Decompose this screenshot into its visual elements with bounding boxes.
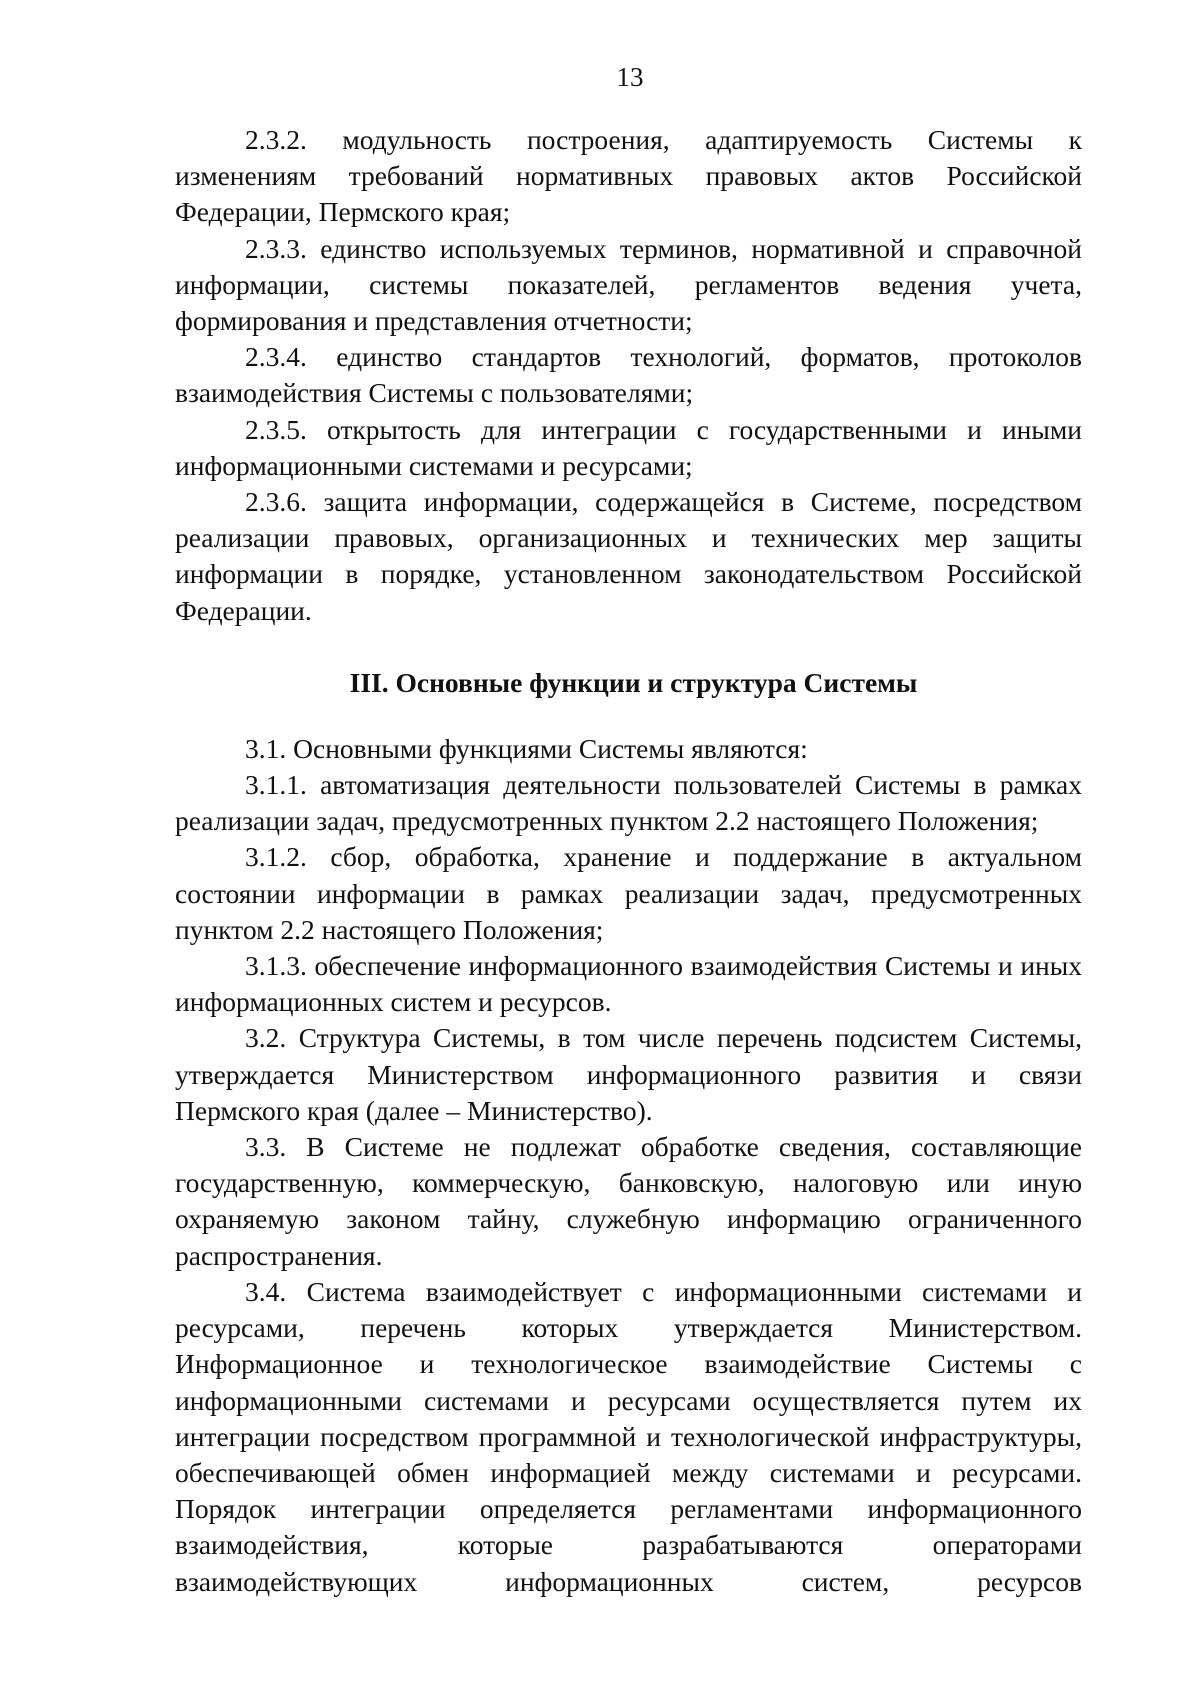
paragraph-2-3-4: 2.3.4. единство стандартов технологий, форматов, протоколов взаимодействия Системы с пользователями;	[175, 341, 1082, 409]
page-number: 13	[616, 62, 644, 92]
paragraph-3-4: 3.4. Система взаимодействует с информационными системами и ресурсами, перечень которых утверждается Министерством. Информационное и технологическое взаимодействие Системы с информационными системами и ресурсами осуществляется путем их интеграции посредством программной и технологической инфраструктуры, обеспечивающей обмен информацией между системами и ресурсами. Порядок интеграции определяется регламентами информационного взаимодействия, которые разрабатываются операторами взаимодействующих информационных систем, ресурсов	[175, 1275, 1082, 1597]
paragraph-3-1-2: 3.1.2. сбор, обработка, хранение и поддержание в актуальном состоянии информации в рамках реализации задач, предусмотренных пунктом 2.2 настоящего Положения;	[175, 841, 1082, 945]
paragraph-3-1-3: 3.1.3. обеспечение информационного взаимодействия Системы и иных информационных систем и ресурсов.	[175, 950, 1082, 1018]
document-body	[175, 122, 1082, 1600]
paragraph-3-1-1: 3.1.1. автоматизация деятельности пользователей Системы в рамках реализации задач, предусмотренных пунктом 2.2 настоящего Положения;	[175, 769, 1082, 837]
paragraph-3-2: 3.2. Структура Системы, в том числе перечень подсистем Системы, утверждается Министерством информационного развития и связи Пермского края (далее – Министерство).	[175, 1022, 1082, 1126]
paragraph-2-3-3: 2.3.3. единство используемых терминов, нормативной и справочной информации, системы показателей, регламентов ведения учета, формирования и представления отчетности;	[175, 232, 1082, 337]
section-heading: III. Основные функции и структура Системы	[349, 666, 918, 698]
paragraph-3-3: 3.3. В Системе не подлежат обработке сведения, составляющие государственную, коммерческую, банковскую, налоговую или иную охраняемую законом тайну, служебную информацию ограниченного распространения.	[175, 1131, 1082, 1271]
paragraph-2-3-5: 2.3.5. открытость для интеграции с государственными и иными информационными системами и ресурсами;	[175, 413, 1082, 481]
paragraph-3-1: 3.1. Основными функциями Системы являются:	[245, 732, 808, 764]
paragraph-2-3-2: 2.3.2. модульность построения, адаптируемость Системы к изменениям требований нормативных правовых актов Российской Федерации, Пермского края;	[175, 124, 1082, 228]
paragraph-2-3-6: 2.3.6. защита информации, содержащейся в Системе, посредством реализации правовых, организационных и технических мер защиты информации в порядке, установленном законодательством Российской Федерации.	[175, 486, 1082, 626]
